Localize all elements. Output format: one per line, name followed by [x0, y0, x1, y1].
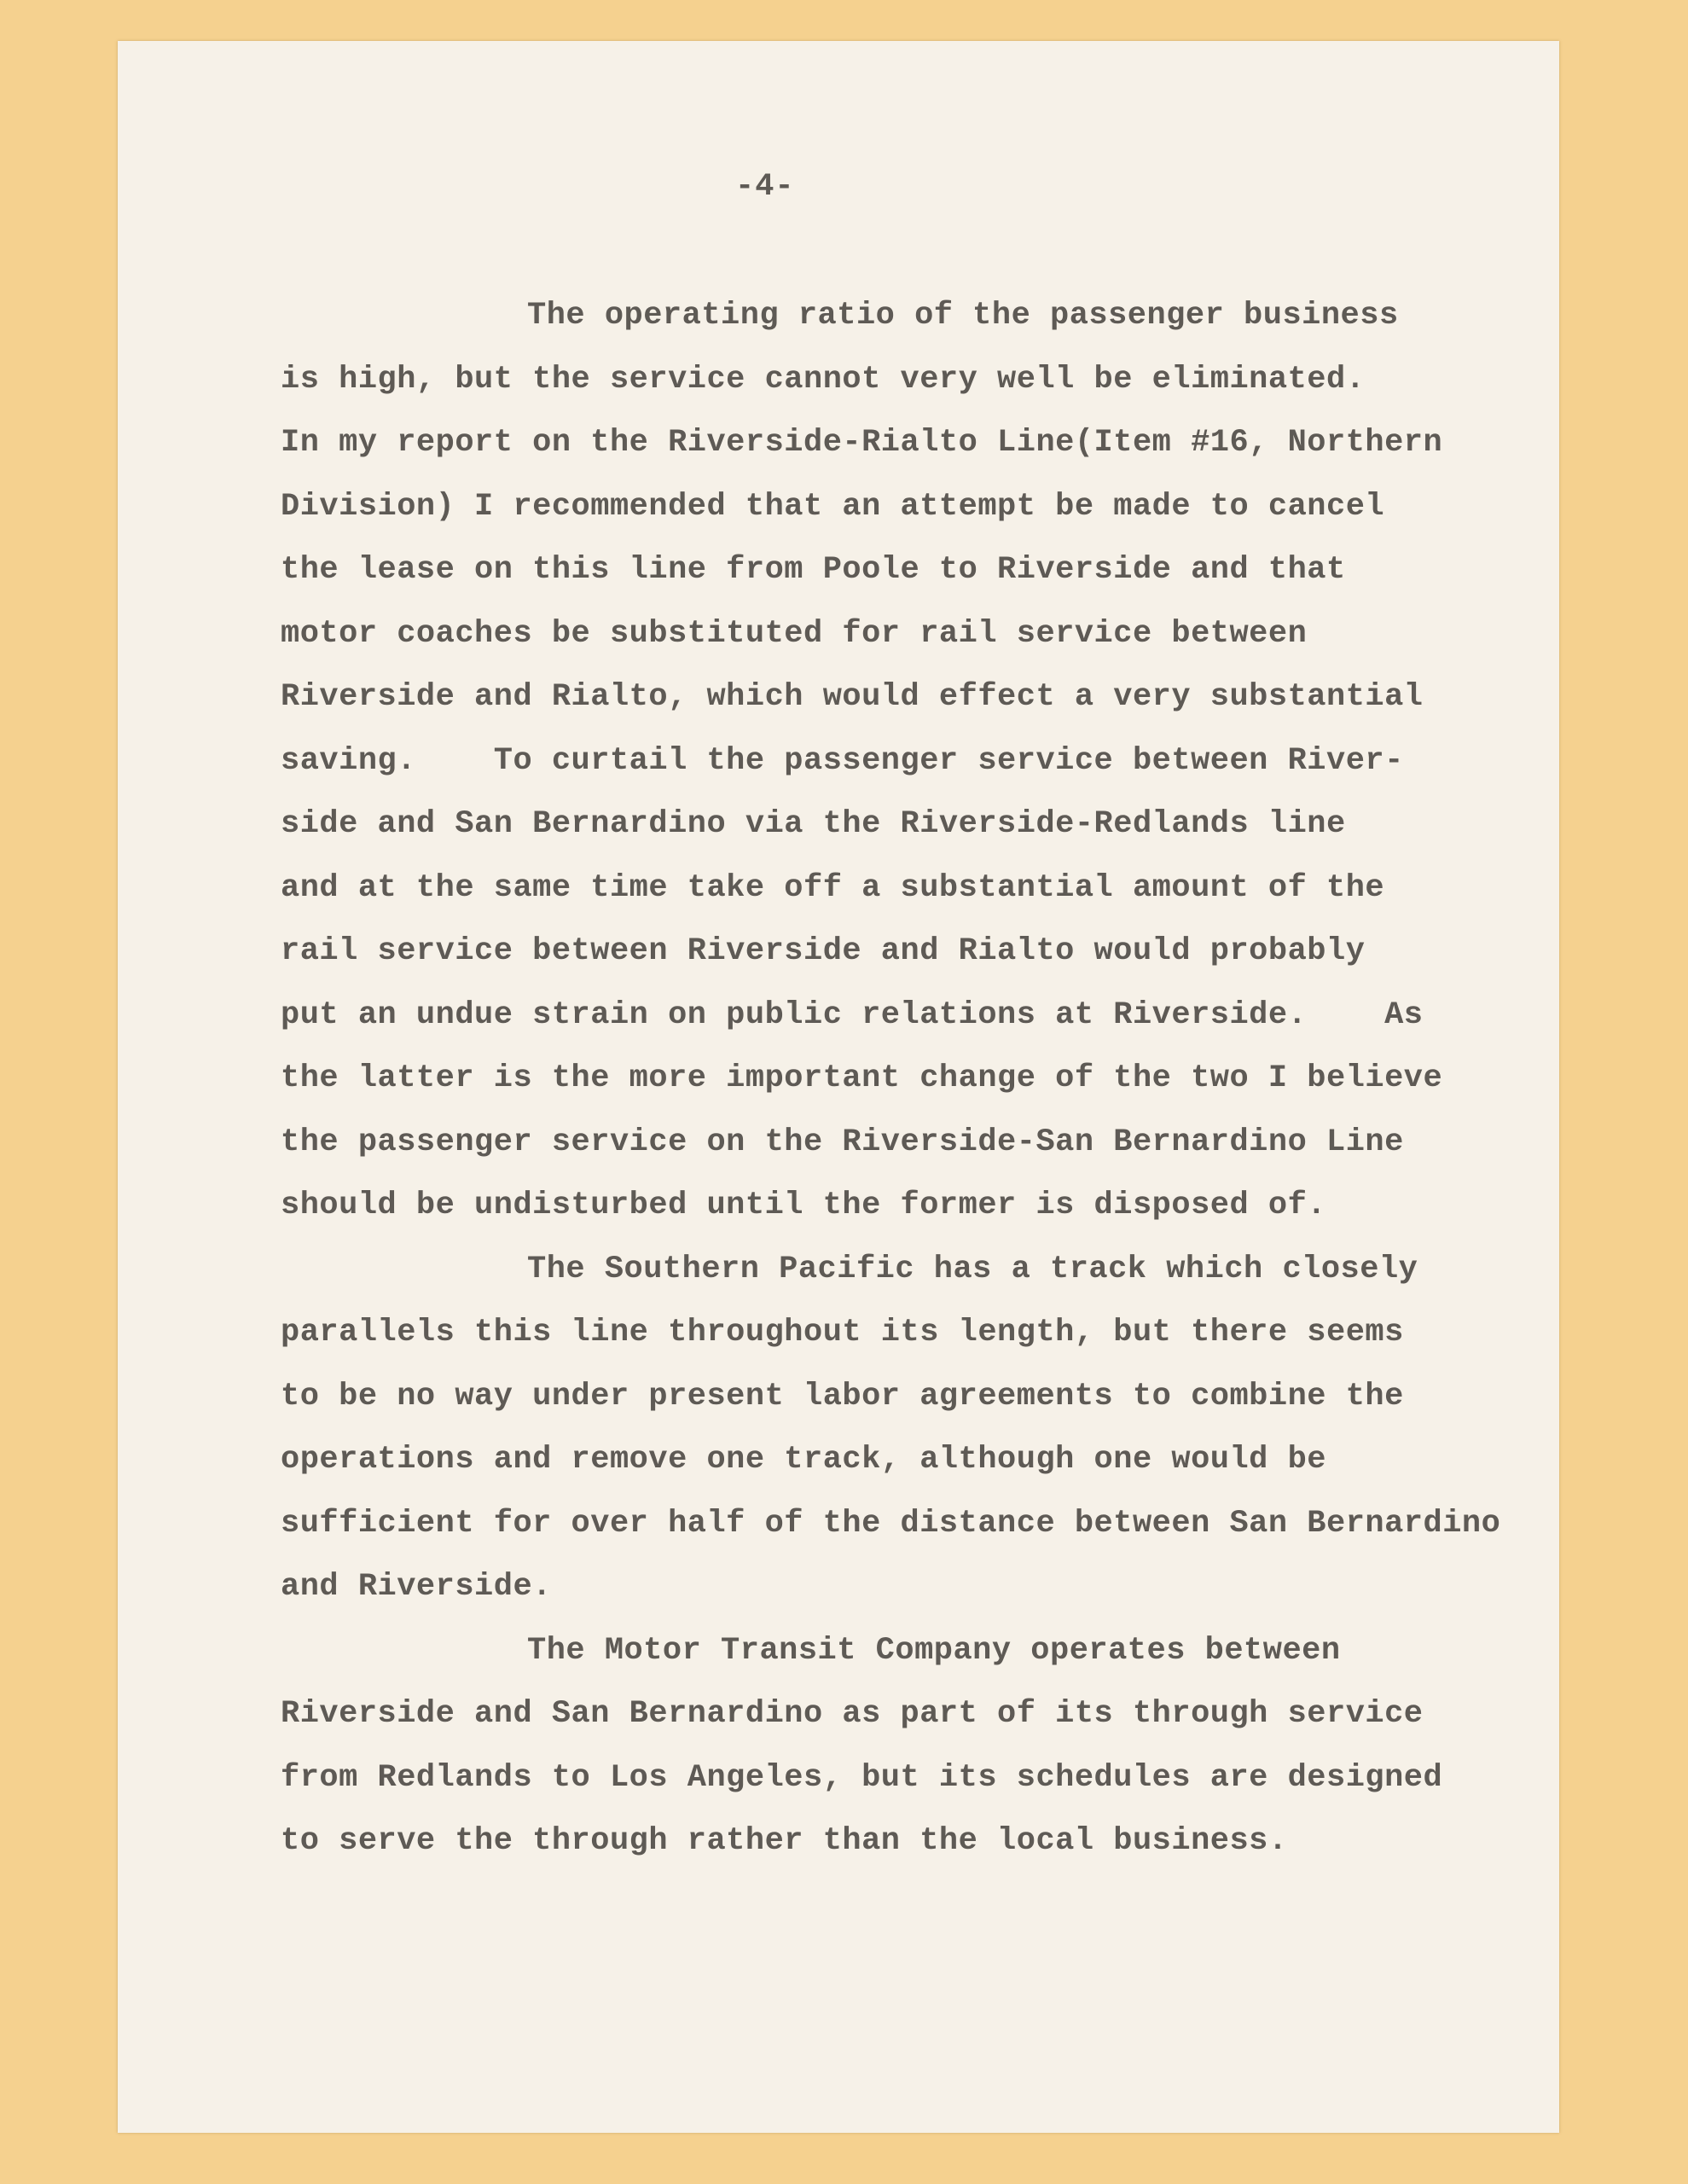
paragraph-2-line-6: and Riverside. — [281, 1569, 552, 1605]
paragraph-1-line-10: and at the same time take off a substantial amount of the — [281, 870, 1385, 906]
page-number: -4- — [735, 169, 795, 205]
paragraph-2-line-4: operations and remove one track, although one would be — [281, 1442, 1326, 1478]
paragraph-1-line-13: the latter is the more important change of the two I believe — [281, 1060, 1443, 1096]
paragraph-3-line-1: The Motor Transit Company operates between — [527, 1633, 1341, 1669]
paragraph-1-line-5: the lease on this line from Poole to Riverside and that — [281, 552, 1346, 588]
paragraph-1-line-6: motor coaches be substituted for rail service between — [281, 616, 1308, 652]
paragraph-1-line-12: put an undue strain on public relations at Riverside. As — [281, 997, 1424, 1033]
paragraph-1-line-1: The operating ratio of the passenger business — [527, 298, 1399, 334]
paragraph-3-line-4: to serve the through rather than the local business. — [281, 1823, 1288, 1859]
paragraph-3-line-2: Riverside and San Bernardino as part of its through service — [281, 1696, 1424, 1732]
paragraph-2-line-1: The Southern Pacific has a track which closely — [527, 1252, 1418, 1287]
paragraph-2-line-5: sufficient for over half of the distance between San Bernardino — [281, 1506, 1501, 1542]
paragraph-2-line-2: parallels this line throughout its length, but there seems — [281, 1315, 1404, 1350]
paragraph-1-line-4: Division) I recommended that an attempt be made to cancel — [281, 489, 1385, 525]
paragraph-1-line-3: In my report on the Riverside-Rialto Line(Item #16, Northern — [281, 425, 1443, 461]
paragraph-3-line-3: from Redlands to Los Angeles, but its schedules are designed — [281, 1760, 1443, 1796]
paragraph-1-line-11: rail service between Riverside and Rialto would probably — [281, 933, 1366, 969]
paragraph-1-line-9: side and San Bernardino via the Riverside-Redlands line — [281, 806, 1346, 842]
paragraph-1-line-7: Riverside and Rialto, which would effect a very substantial — [281, 679, 1424, 715]
paragraph-1-line-15: should be undisturbed until the former is disposed of. — [281, 1188, 1326, 1223]
paragraph-1-line-8: saving. To curtail the passenger service between River- — [281, 743, 1404, 779]
paragraph-1-line-2: is high, but the service cannot very well be eliminated. — [281, 362, 1366, 398]
paragraph-1-line-14: the passenger service on the Riverside-San Bernardino Line — [281, 1124, 1404, 1160]
paragraph-2-line-3: to be no way under present labor agreements to combine the — [281, 1379, 1404, 1414]
